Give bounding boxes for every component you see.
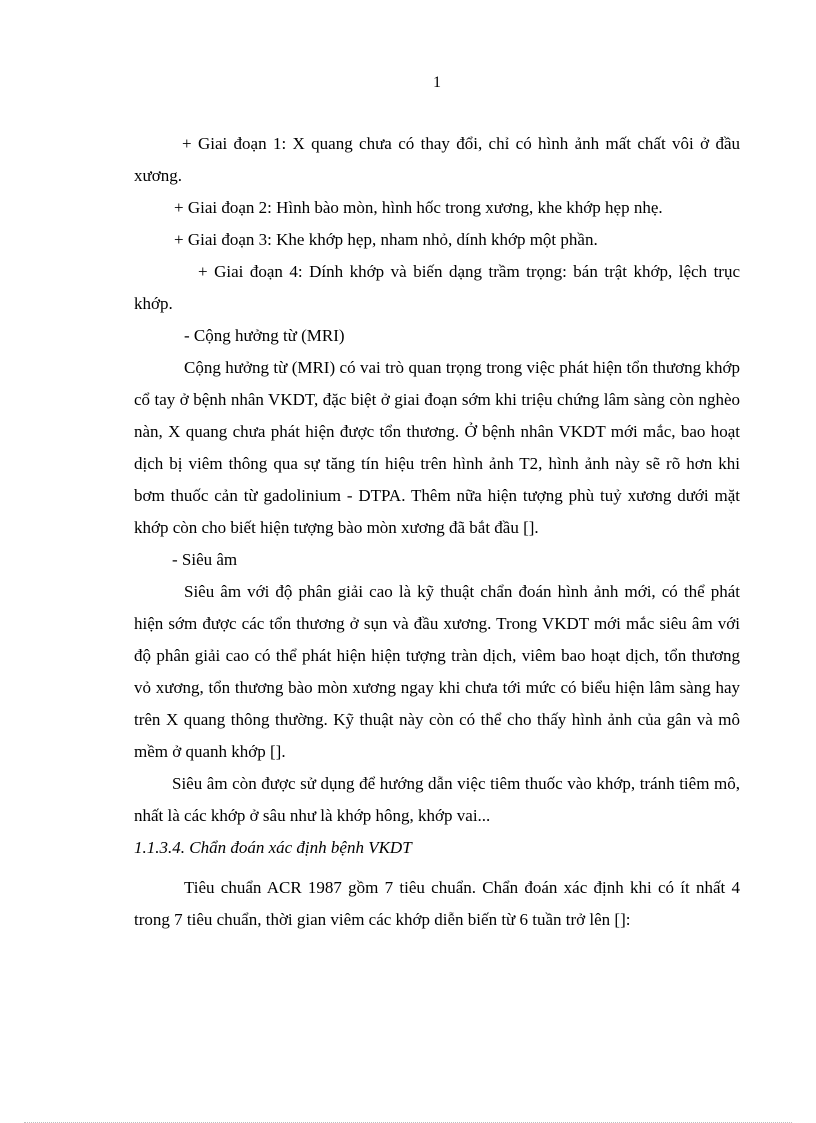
page-number: 1 [433, 74, 441, 91]
stage-3-text: + Giai đoạn 3: Khe khớp hẹp, nham nhỏ, dính khớp một phần. [174, 230, 598, 249]
stage-4-text: + Giai đoạn 4: Dính khớp và biến dạng trầm trọng: bán trật khớp, lệch trục khớp. [134, 262, 740, 313]
section-heading: 1.1.3.4. Chẩn đoán xác định bệnh VKDT [134, 838, 412, 857]
document-body [134, 128, 740, 936]
section-paragraph: Tiêu chuẩn ACR 1987 gồm 7 tiêu chuẩn. Chẩn đoán xác định khi có ít nhất 4 trong 7 tiêu chuẩn, thời gian viêm các khớp diễn biến từ 6 tuần trở lên []: [134, 878, 740, 929]
stage-2-text: + Giai đoạn 2: Hình bào mòn, hình hốc trong xương, khe khớp hẹp nhẹ. [174, 198, 663, 217]
ultrasound-heading: - Siêu âm [172, 550, 238, 569]
ultrasound-paragraph-1: Siêu âm với độ phân giải cao là kỹ thuật chẩn đoán hình ảnh mới, có thể phát hiện sớm được các tổn thương ở sụn và đầu xương. Trong VKDT mới mắc siêu âm với độ phân giải cao có thể phát hiện hiện tượng tràn dịch, viêm bao hoạt dịch, tổn thương vỏ xương, tổn thương bào mòn xương ngay khi chưa tới mức có biểu hiện lâm sàng hay trên X quang thông thường. Kỹ thuật này còn có thể cho thấy hình ảnh của gân và mô mềm ở quanh khớp []. [134, 582, 740, 761]
mri-paragraph: Cộng hưởng từ (MRI) có vai trò quan trọng trong việc phát hiện tổn thương khớp cổ tay ở bệnh nhân VKDT, đặc biệt ở giai đoạn sớm khi triệu chứng lâm sàng còn nghèo nàn, X quang chưa phát hiện được tổn thương. Ở bệnh nhân VKDT mới mắc, bao hoạt dịch bị viêm thông qua sự tăng tín hiệu trên hình ảnh T2, hình ảnh này sẽ rõ hơn khi bơm thuốc cản từ gadolinium - DTPA. Thêm nữa hiện tượng phù tuỷ xương dưới mặt khớp còn cho biết hiện tượng bào mòn xương đã bắt đầu []. [134, 358, 740, 537]
mri-heading: - Cộng hưởng từ (MRI) [184, 326, 345, 345]
ultrasound-paragraph-2: Siêu âm còn được sử dụng để hướng dẫn việc tiêm thuốc vào khớp, tránh tiêm mô, nhất là các khớp ở sâu như là khớp hông, khớp vai... [134, 774, 740, 825]
stage-1-text: + Giai đoạn 1: X quang chưa có thay đổi, chỉ có hình ảnh mất chất vôi ở đầu xương. [134, 134, 740, 185]
